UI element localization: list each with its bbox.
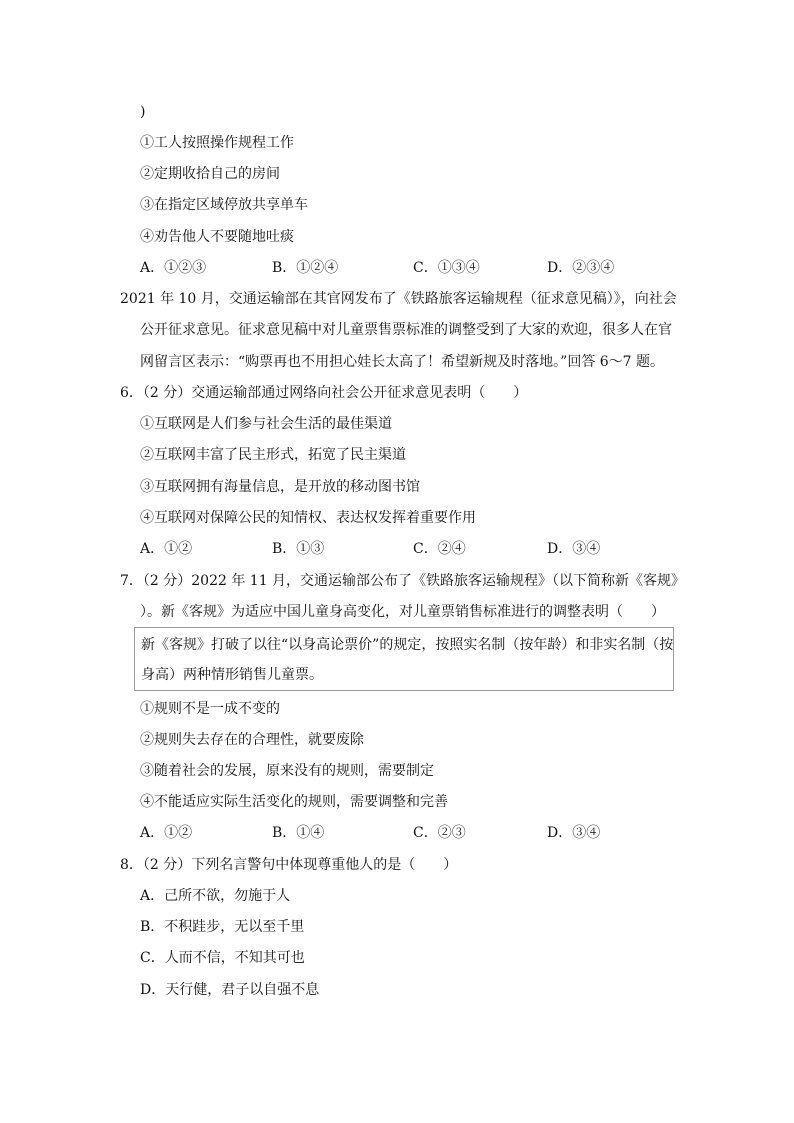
q8-option-a: A．己所不欲，勿施于人	[140, 888, 291, 904]
q6-option-a: A．①②	[140, 541, 193, 557]
q8-option-c: C．人而不信，不知其可也	[140, 950, 305, 966]
q6-stem: 6．（2 分）交通运输部通过网络向社会公开征求意见表明（ ）	[120, 385, 528, 401]
q6-option-c: C．②④	[413, 541, 466, 557]
q7-option-c: C．②③	[413, 825, 466, 841]
q8-stem: 8．（2 分）下列名言警句中体现尊重他人的是（ ）	[120, 857, 458, 873]
q6-option-d: D．③④	[547, 541, 601, 557]
q7-item-2: ②规则失去存在的合理性，就要废除	[140, 732, 364, 748]
q7-material-box	[134, 627, 674, 691]
q5-option-a: A．①②③	[140, 260, 207, 276]
q5-item-3: ③在指定区域停放共享单车	[140, 197, 308, 213]
q5-option-c: C．①③④	[413, 260, 480, 276]
q5-item-2: ②定期收拾自己的房间	[140, 166, 280, 182]
q5-option-b: B．①②④	[272, 260, 339, 276]
q7-option-d: D．③④	[547, 825, 601, 841]
passage-line-3: 网留言区表示：“购票再也不用担心娃长太高了！希望新规及时落地。”回答 6～7 题。	[140, 354, 665, 370]
q7-material-line-2: 身高）两种情形销售儿童票。	[141, 667, 323, 683]
q7-item-4: ④不能适应实际生活变化的规则，需要调整和完善	[140, 794, 448, 810]
q7-item-3: ③随着社会的发展，原来没有的规则，需要制定	[140, 763, 434, 779]
q7-item-1: ①规则不是一成不变的	[140, 701, 280, 717]
q7-option-a: A．①②	[140, 825, 193, 841]
q5-item-4: ④劝告他人不要随地吐痰	[140, 229, 294, 245]
q7-stem-line-1: 7．（2 分）2022 年 11 月，交通运输部公布了《铁路旅客运输规程》（以下简称新《客规》	[120, 573, 686, 589]
q8-option-b: B．不积跬步，无以至千里	[140, 919, 305, 935]
q6-item-2: ②互联网丰富了民主形式，拓宽了民主渠道	[140, 447, 406, 463]
q7-stem-line-2: ）。新《客规》为适应中国儿童身高变化，对儿童票销售标准进行的调整表明（ ）	[140, 604, 665, 620]
q7-material-line-1: 新《客规》打破了以往“以身高论票价”的规定，按照实名制（按年龄）和非实名制（按	[141, 637, 674, 653]
q5-item-1: ①工人按照操作规程工作	[140, 135, 294, 151]
passage-line-1: 2021 年 10 月，交通运输部在其官网发布了《铁路旅客运输规程（征求意见稿）》，向社会	[120, 291, 677, 307]
q8-option-d: D．天行健，君子以自强不息	[140, 982, 320, 998]
q6-option-b: B．①③	[272, 541, 325, 557]
passage-line-2: 公开征求意见。征求意见稿中对儿童票售票标准的调整受到了大家的欢迎，很多人在官	[140, 322, 672, 338]
q7-option-b: B．①④	[272, 825, 325, 841]
q6-item-1: ①互联网是人们参与社会生活的最佳渠道	[140, 416, 392, 432]
q5-option-d: D．②③④	[547, 260, 615, 276]
q6-item-3: ③互联网拥有海量信息，是开放的移动图书馆	[140, 479, 420, 495]
q6-item-4: ④互联网对保障公民的知情权、表达权发挥着重要作用	[140, 510, 476, 526]
question-5-stem-end: )	[140, 104, 146, 120]
